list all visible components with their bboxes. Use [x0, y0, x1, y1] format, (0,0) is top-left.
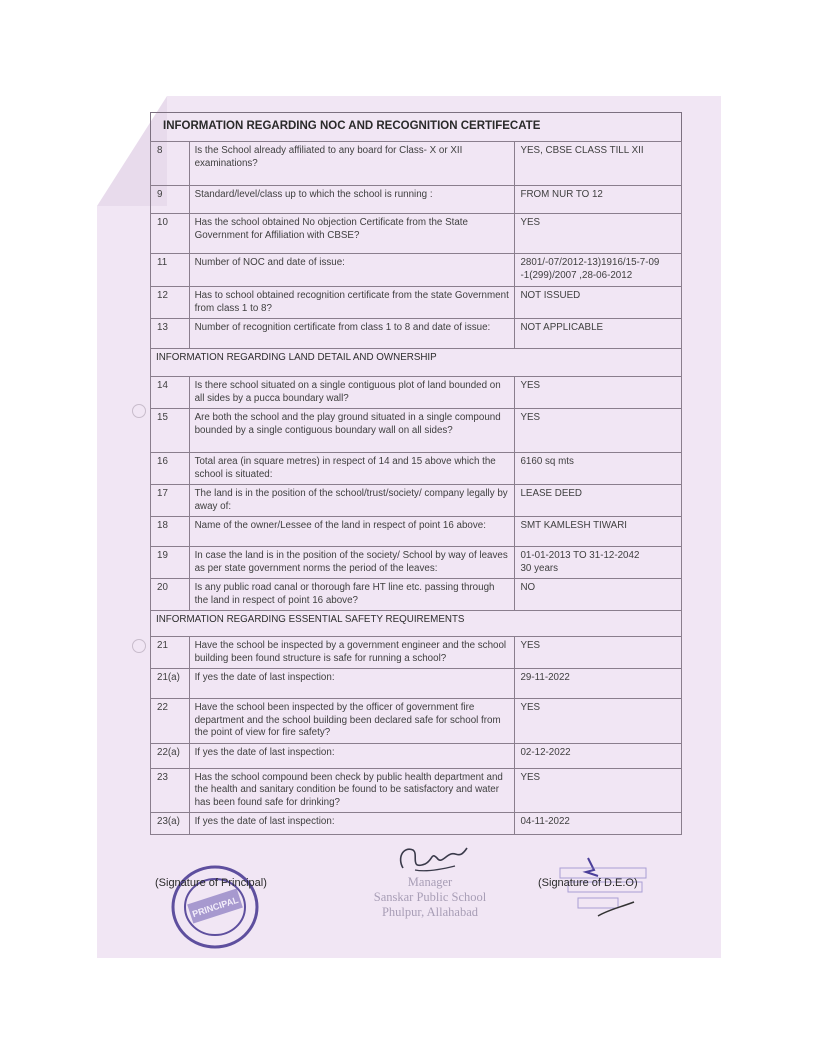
lease-duration: 30 years — [520, 562, 559, 574]
row-question: Is there school situated on a single contiguous plot of land bounded on all sides by a pucca boundary wall? — [189, 377, 515, 409]
row-answer: NOT APPLICABLE — [515, 319, 682, 349]
manager-title: Manager — [407, 875, 453, 889]
table-row — [151, 214, 682, 254]
table-row — [151, 547, 682, 579]
row-number: 9 — [151, 186, 190, 214]
section-title-land: INFORMATION REGARDING LAND DETAIL AND OWNERSHIP — [151, 349, 682, 377]
row-question: Has to school obtained recognition certificate from the state Government from class 1 to 8? — [189, 287, 515, 319]
table-row — [151, 579, 682, 611]
row-question: Is any public road canal or thorough fare HT line etc. passing through the land in respect of point 16 above? — [189, 579, 515, 611]
information-table — [150, 112, 682, 835]
row-question: If yes the date of last inspection: — [189, 743, 515, 768]
manager-school-name: Sanskar Public School — [373, 890, 487, 904]
manager-stamp — [350, 875, 510, 920]
table-row — [151, 186, 682, 214]
row-number: 21 — [151, 637, 190, 669]
row-answer: NO — [515, 579, 682, 611]
row-answer — [515, 547, 682, 579]
manager-signature-scribble — [395, 840, 475, 880]
row-answer: YES — [515, 214, 682, 254]
row-answer: 2801/-07/2012-13)1916/15-7-09 -1(299)/2007 ,28-06-2012 — [515, 254, 682, 287]
row-question: Has the school obtained No objection Certificate from the State Government for Affiliation with CBSE? — [189, 214, 515, 254]
table-row — [151, 377, 682, 409]
row-answer: LEASE DEED — [515, 485, 682, 517]
principal-stamp — [167, 862, 263, 952]
row-question: Are both the school and the play ground situated in a single compound bounded by a single contiguous boundary wall on all sides? — [189, 409, 515, 453]
row-number: 22 — [151, 699, 190, 744]
table-row — [151, 453, 682, 485]
table-row — [151, 409, 682, 453]
row-number: 13 — [151, 319, 190, 349]
row-number: 19 — [151, 547, 190, 579]
row-question: Name of the owner/Lessee of the land in respect of point 16 above: — [189, 517, 515, 547]
row-answer: FROM NUR TO 12 — [515, 186, 682, 214]
row-question: If yes the date of last inspection: — [189, 669, 515, 699]
row-answer: YES, CBSE CLASS TILL XII — [515, 142, 682, 186]
table-row — [151, 287, 682, 319]
row-number: 10 — [151, 214, 190, 254]
table-row — [151, 517, 682, 547]
row-number: 17 — [151, 485, 190, 517]
row-answer: SMT KAMLESH TIWARI — [515, 517, 682, 547]
table-row — [151, 142, 682, 186]
row-number: 14 — [151, 377, 190, 409]
table-row — [151, 813, 682, 835]
row-answer: 6160 sq mts — [515, 453, 682, 485]
row-question: Has the school compound been check by public health department and the health and sanitary condition be found to be satisfactory and water has been found safe for drinking? — [189, 768, 515, 813]
section-row — [151, 349, 682, 377]
row-answer: YES — [515, 637, 682, 669]
row-answer: NOT ISSUED — [515, 287, 682, 319]
row-number: 23(a) — [151, 813, 190, 835]
row-answer: YES — [515, 768, 682, 813]
row-number: 20 — [151, 579, 190, 611]
table-row — [151, 485, 682, 517]
row-question: Have the school been inspected by the officer of government fire department and the school building been declared safe for school from the point of view for fire safety? — [189, 699, 515, 744]
row-answer: 04-11-2022 — [515, 813, 682, 835]
row-number: 12 — [151, 287, 190, 319]
row-question: Is the School already affiliated to any board for Class- X or XII examinations? — [189, 142, 515, 186]
row-answer: YES — [515, 699, 682, 744]
row-number: 18 — [151, 517, 190, 547]
row-answer: YES — [515, 377, 682, 409]
row-number: 15 — [151, 409, 190, 453]
row-question: Number of NOC and date of issue: — [189, 254, 515, 287]
principal-signature-label: (Signature of Principal) — [155, 877, 267, 889]
stamp-text: PRINCIPAL — [191, 894, 240, 920]
details-table — [150, 141, 682, 835]
row-question: In case the land is in the position of the society/ School by way of leaves as per state government norms the period of the leaves: — [189, 547, 515, 579]
table-row — [151, 743, 682, 768]
deo-stamp — [538, 850, 658, 930]
section-title-safety: INFORMATION REGARDING ESSENTIAL SAFETY REQUIREMENTS — [151, 611, 682, 637]
row-number: 21(a) — [151, 669, 190, 699]
row-question: The land is in the position of the school/trust/society/ company legally by away of: — [189, 485, 515, 517]
row-number: 22(a) — [151, 743, 190, 768]
lease-period: 01-01-2013 TO 31-12-2042 — [520, 550, 640, 561]
table-row — [151, 669, 682, 699]
punch-hole — [132, 639, 146, 653]
section-title-noc: INFORMATION REGARDING NOC AND RECOGNITION CERTIFECATE — [150, 112, 682, 141]
row-number: 8 — [151, 142, 190, 186]
manager-location: Phulpur, Allahabad — [381, 905, 478, 919]
row-question: Standard/level/class up to which the school is running : — [189, 186, 515, 214]
row-answer: YES — [515, 409, 682, 453]
row-number: 16 — [151, 453, 190, 485]
row-answer: 02-12-2022 — [515, 743, 682, 768]
row-question: If yes the date of last inspection: — [189, 813, 515, 835]
row-question: Number of recognition certificate from class 1 to 8 and date of issue: — [189, 319, 515, 349]
row-number: 11 — [151, 254, 190, 287]
table-row — [151, 768, 682, 813]
table-row — [151, 254, 682, 287]
row-number: 23 — [151, 768, 190, 813]
table-row — [151, 637, 682, 669]
row-question: Have the school be inspected by a government engineer and the school building been found structure is safe for running a school? — [189, 637, 515, 669]
section-row — [151, 611, 682, 637]
deo-signature-label: (Signature of D.E.O) — [538, 877, 638, 889]
row-answer: 29-11-2022 — [515, 669, 682, 699]
punch-hole — [132, 404, 146, 418]
table-row — [151, 319, 682, 349]
table-row — [151, 699, 682, 744]
row-question: Total area (in square metres) in respect of 14 and 15 above which the school is situated: — [189, 453, 515, 485]
